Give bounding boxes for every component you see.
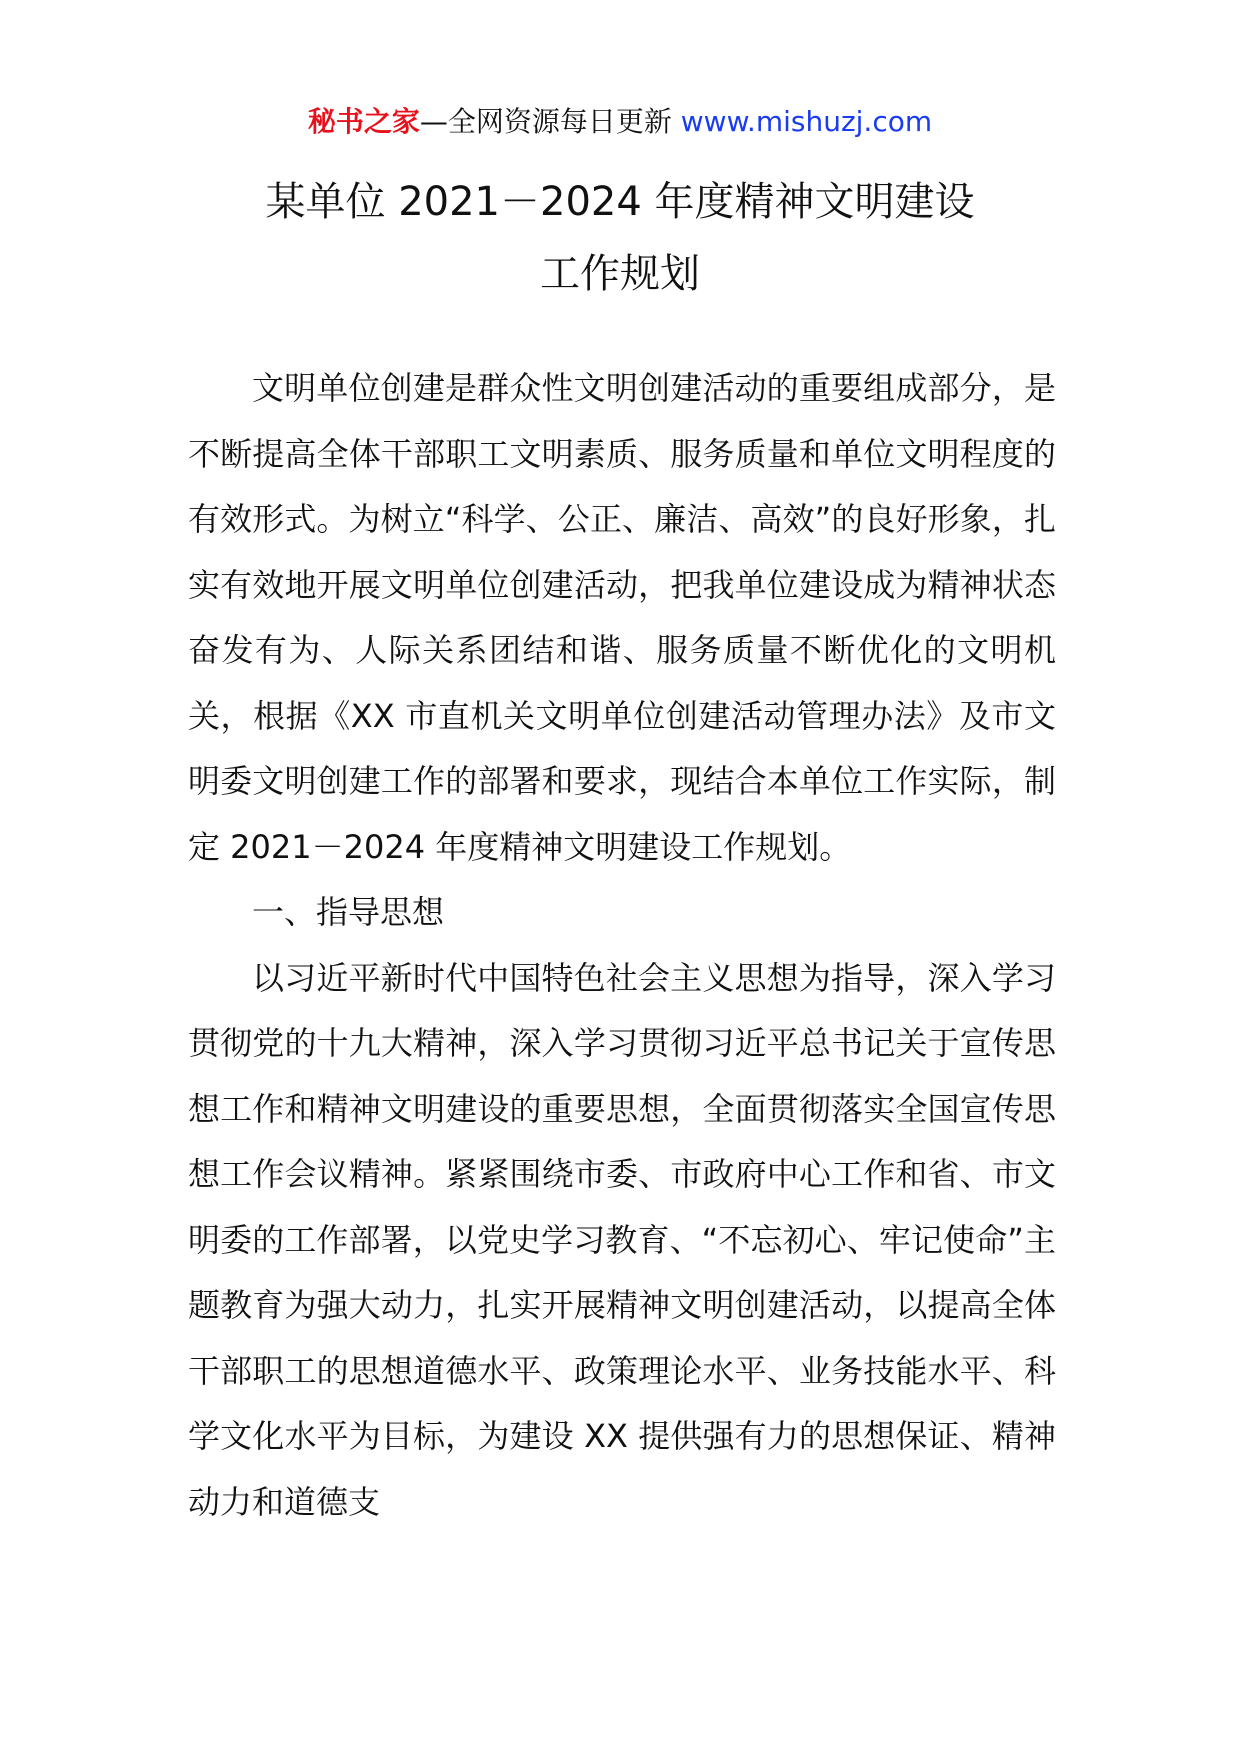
site-header <box>0 100 1240 144</box>
paragraph-intro: 文明单位创建是群众性文明创建活动的重要组成部分，是不断提高全体干部职工文明素质、服务质量和单位文明程度的有效形式。为树立“科学、公正、廉洁、高效”的良好形象，扎实有效地开展文明单位创建活动，把我单位建设成为精神状态奋发有为、人际关系团结和谐、服务质量不断优化的文明机关，根据《XX 市直机关文明单位创建活动管理办法》及市文明委文明创建工作的部署和要求，现结合本单位工作实际，制定 2021－2024 年度精神文明建设工作规划。 <box>188 369 1056 866</box>
site-url: www.mishuzj.com <box>680 105 933 138</box>
paragraph-guiding-ideology: 以习近平新时代中国特色社会主义思想为指导，深入学习贯彻党的十九大精神，深入学习贯彻习近平总书记关于宣传思想工作和精神文明建设的重要思想，全面贯彻落实全国宣传思想工作会议精神。紧紧围绕市委、市政府中心工作和省、市文明委的工作部署，以党史学习教育、“不忘初心、牢记使命”主题教育为强大动力，扎实开展精神文明创建活动，以提高全体干部职工的思想道德水平、政策理论水平、业务技能水平、科学文化水平为目标，为建设 XX 提供强有力的思想保证、精神动力和道德支 <box>188 958 1056 1521</box>
document-title <box>0 166 1240 310</box>
title-line-1: 某单位 2021－2024 年度精神文明建设 <box>265 179 975 225</box>
title-line-2: 工作规划 <box>540 251 700 297</box>
site-slogan: —全网资源每日更新 <box>419 105 681 138</box>
document-body <box>188 356 1056 1535</box>
site-brand: 秘书之家 <box>307 105 420 138</box>
section-heading-guiding-ideology: 一、指导思想 <box>252 893 445 931</box>
